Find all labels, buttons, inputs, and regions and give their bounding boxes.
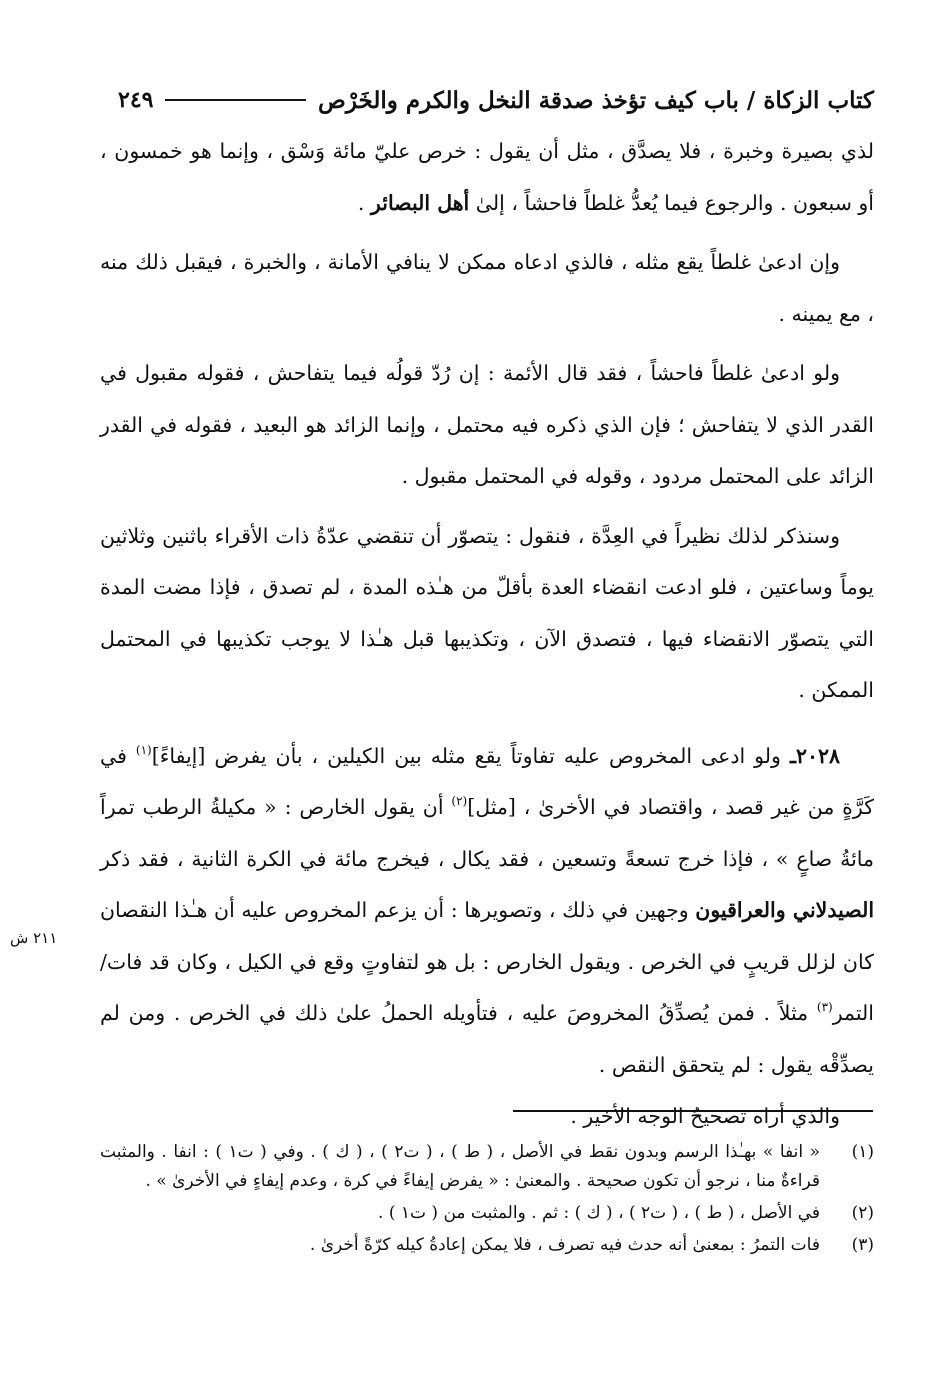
footnote-text: « انفا » بهـٰذا الرسم وبدون نقط في الأصل ، ( ط ) ، ( ت٢ ) ، ( ك ) . وفي ( ت١ ) : انفا . والمثبت قراءةٌ منا ، نرجو أن تكون صحيحة . والمعنىٰ : « يفرض إيفاءً في كرة ، وعدم إيفاءٍ في الأخرىٰ » .	[100, 1142, 821, 1191]
paragraph-4: وسنذكر لذلك نظيراً في العِدَّة ، فنقول : يتصوّر أن تنقضي عدّةُ ذات الأقراء باثنين وثلاثين يوماً وساعتين ، فلو ادعت انقضاء العدة بأقلّ من هـٰذه المدة ، لم تصدق ، فإذا مضت المدة التي يتصوّر الانقضاء فيها ، فتصدق الآن ، وتكذيبها قبل هـٰذا لا يوجب تكذيبها في المحتمل الممكن .	[100, 523, 875, 702]
footnotes	[100, 1138, 874, 1263]
footnote-1	[100, 1138, 874, 1196]
footnote-text: في الأصل ، ( ط ) ، ( ت٢ ) ، ( ك ) : ثم . والمثبت من ( ت١ ) .	[378, 1203, 820, 1223]
header-title: كتاب الزكاة / باب كيف تؤخذ صدقة النخل والكرم والخَرْص	[318, 86, 874, 114]
running-header	[118, 78, 874, 122]
footnote-ref-3: (٣)	[816, 1000, 833, 1014]
page-number: ٢٤٩	[118, 87, 154, 113]
footnote-number: (١)	[851, 1142, 874, 1162]
paragraph-5-text-4: وجهين في ذلك ، وتصويرها : أن يزعم المخروص عليه أن هـٰذا النقصان كان لزلل قريبٍ في الخرص . ويقول الخارص : بل هو لتفاوتٍ وقع في الكيل ، وكان قد فات/ التمر	[100, 898, 874, 1025]
header-rule	[165, 99, 306, 101]
paragraph-2: وإن ادعىٰ غلطاً يقع مثله ، فالذي ادعاه ممكن لا ينافي الأمانة ، والخبرة ، فيقبل ذلك منه ، مع يمينه .	[100, 250, 874, 326]
paragraph-5	[100, 731, 874, 1092]
bold-term-ahl-albasair: أهل البصائر	[370, 190, 470, 215]
bold-term-saydalani: الصيدلاني والعراقيون	[695, 898, 875, 922]
footnote-ref-1: (١)	[135, 742, 152, 757]
footnote-number: (٣)	[851, 1235, 874, 1255]
paragraph-5-text-5: مثلاً . فمن يُصدِّقُ المخروصَ عليه ، فتأويله الحملُ علىٰ ذلك في الخرص . ومن لم يصدِّقْه يقول : لم يتحقق النقص .	[100, 1001, 874, 1077]
footnote-2	[100, 1199, 874, 1228]
margin-folio-note: ٢١١ ش	[10, 929, 58, 947]
paragraph-1-end: .	[357, 190, 371, 215]
paragraph-1-text: لذي بصيرة وخبرة ، فلا يصدَّق ، مثل أن يقول : خرص عليّ مائة وَسْق ، وإنما هو خمسون ، أو سبعون . والرجوع فيما يُعدُّ غلطاً فاحشاً ، إلىٰ	[100, 139, 874, 215]
footnote-text: فات التمرُ : بمعنىٰ أنه حدث فيه تصرف ، فلا يمكن إعادةُ كيله كرّةً أخرىٰ .	[309, 1235, 820, 1255]
footnote-ref-2: (٢)	[451, 794, 468, 808]
footnote-separator	[513, 1110, 873, 1112]
paragraph-3: ولو ادعىٰ غلطاً فاحشاً ، فقد قال الأئمة : إن رُدّ قولُه فيما يتفاحش ، فقوله مقبول في القدر الذي لا يتفاحش ؛ فإن الذي ذكره فيه محتمل ، وإنما الزائد هو البعيد ، فقوله في القدر الزائد على المحتمل مردود ، وقوله في المحتمل مقبول .	[100, 361, 875, 488]
footnote-3	[100, 1231, 874, 1260]
paragraph-5-text-2: في كَرَّةٍ من غير قصد ، واقتصاد في الأخرىٰ ، [مثل]	[100, 743, 874, 819]
footnote-number: (٢)	[851, 1203, 874, 1223]
paragraph-5-text-3: أن يقول الخارص : « مكيلةُ الرطب تمراً مائةُ صاعٍ » ، فإذا خرج تسعةً وتسعين ، فقد يكال ، فيخرج مائة في الكرة الثانية ، فقد ذكر	[100, 795, 874, 871]
paragraph-5-text-1: ولو ادعى المخروص عليه تفاوتاً يقع مثله بين الكيلين ، بأن يفرض [إيفاءً]	[151, 743, 790, 768]
paragraph-6: والذي أراه تصحيحُ الوجه الأخير .	[570, 1104, 840, 1128]
issue-number: ٢٠٢٨ـ	[789, 743, 840, 768]
paragraph-1	[100, 126, 874, 229]
main-text	[100, 126, 874, 1143]
